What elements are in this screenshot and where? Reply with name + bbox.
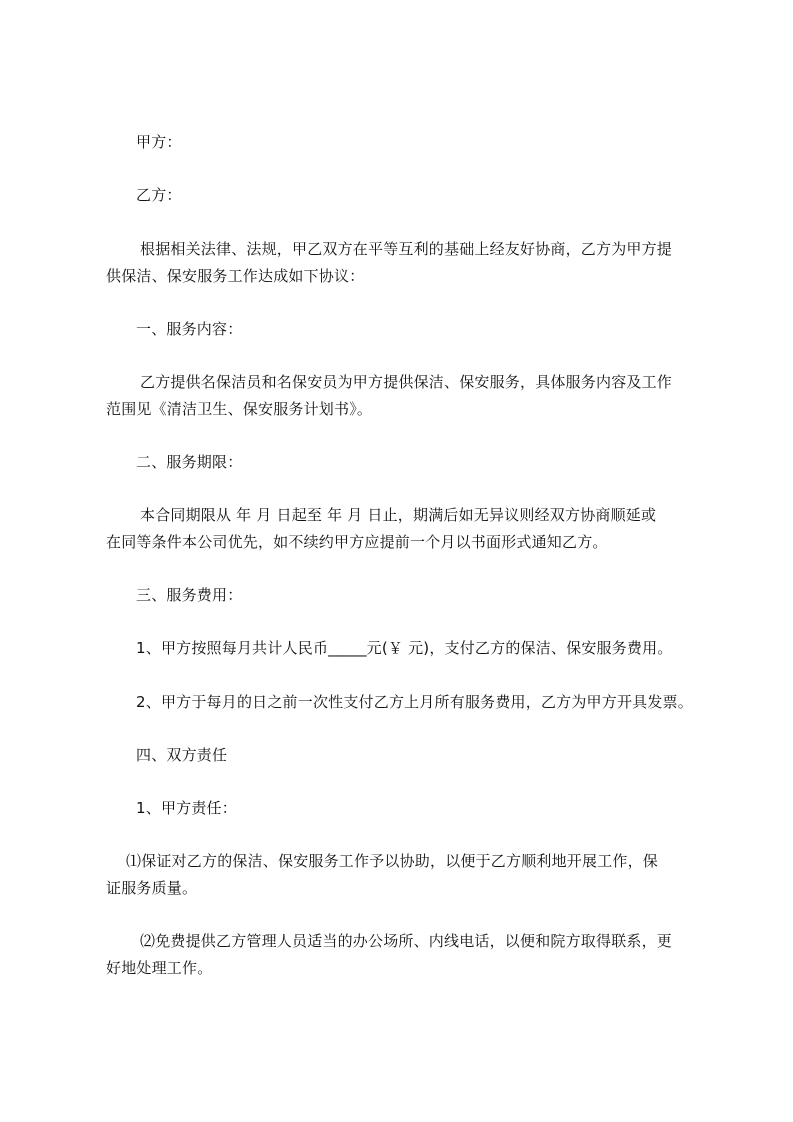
section-4-item-1-line-2: 证服务质量。	[106, 879, 198, 897]
section-2-line-1: 本合同期限从 年 月 日起至 年 月 日止，期满后如无异议则经双方协商顺延或	[140, 506, 657, 524]
section-3-heading: 三、服务费用：	[136, 586, 243, 604]
section-1-heading: 一、服务内容：	[136, 320, 243, 338]
section-4-heading: 四、双方责任	[136, 746, 228, 764]
party-a-label: 甲方：	[136, 133, 182, 151]
section-1-line-1: 乙方提供名保洁员和名保安员为甲方提供保洁、保安服务，具体服务内容及工作	[140, 373, 673, 391]
section-1-line-2: 范围见《清洁卫生、保安服务计划书》。	[106, 400, 373, 418]
section-4-item-2-line-2: 好地处理工作。	[106, 959, 213, 977]
intro-line-2: 供保洁、保安服务工作达成如下协议：	[106, 267, 365, 285]
section-2-line-2: 在同等条件本公司优先，如不续约甲方应提前一个月以书面形式通知乙方。	[106, 533, 608, 551]
intro-line-1: 根据相关法律、法规，甲乙双方在平等互利的基础上经友好协商，乙方为甲方提	[140, 240, 673, 258]
section-4-sub-1-heading: 1、甲方责任：	[136, 799, 237, 817]
section-3-item-1: 1、甲方按照每月共计人民币_____元(￥ 元)，支付乙方的保洁、保安服务费用。	[136, 639, 673, 657]
section-4-item-2-line-1: ⑵免费提供乙方管理人员适当的办公场所、内线电话，以便和院方取得联系，更	[140, 932, 673, 950]
party-b-label: 乙方：	[136, 186, 182, 204]
section-2-heading: 二、服务期限：	[136, 453, 243, 471]
section-4-item-1-line-1: ⑴保证对乙方的保洁、保安服务工作予以协助，以便于乙方顺利地开展工作，保	[126, 852, 659, 870]
section-3-item-2: 2、甲方于每月的日之前一次性支付乙方上月所有服务费用，乙方为甲方开具发票。	[136, 693, 693, 711]
